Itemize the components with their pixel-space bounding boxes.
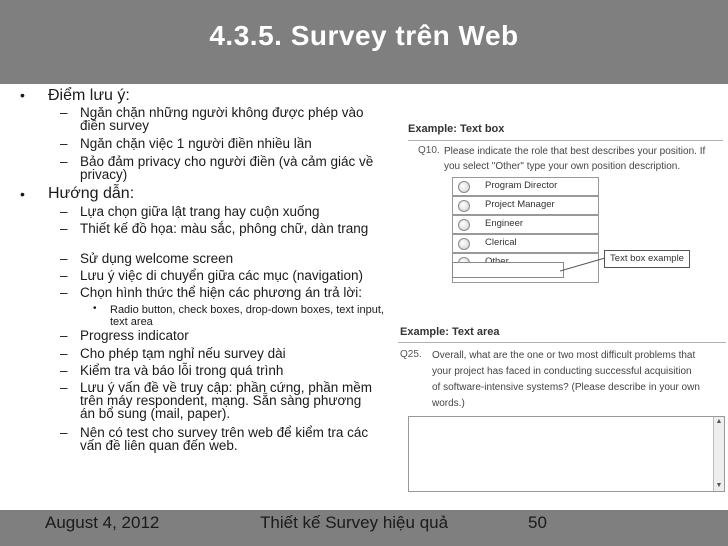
question-number: Q10. bbox=[418, 145, 440, 156]
sub-bullet: Radio button, check boxes, drop-down boxes, text input, text area bbox=[110, 304, 384, 328]
note-item: Bảo đảm privacy cho người điền (và cảm giác về privacy) bbox=[80, 154, 374, 182]
scroll-up-icon[interactable]: ▲ bbox=[715, 418, 723, 425]
dash: – bbox=[60, 251, 68, 266]
footer-title: Thiết kế Survey hiệu quả bbox=[260, 513, 449, 532]
question-text: Please indicate the role that best describes your position. If you select "Other" type your own position description. bbox=[444, 146, 706, 172]
dash: – bbox=[60, 285, 68, 300]
dash: – bbox=[60, 363, 68, 378]
guide-item: Chọn hình thức thể hiện các phương án trả lời: bbox=[80, 285, 362, 300]
dash: – bbox=[60, 328, 68, 343]
scrollbar[interactable] bbox=[713, 417, 724, 491]
bullet-dot: • bbox=[20, 186, 25, 202]
bullet-dot: • bbox=[20, 87, 25, 103]
option-row bbox=[452, 196, 599, 215]
guide-item: Sử dụng welcome screen bbox=[80, 251, 234, 266]
dash: – bbox=[60, 380, 68, 395]
textarea-example-heading: Example: Text area bbox=[400, 326, 500, 338]
question-text: Overall, what are the one or two most difficult problems that your project has faced in conducting successful acquisition of software-intensive systems? (Please describe in your own words.) bbox=[432, 350, 700, 409]
notes-heading: Điểm lưu ý: bbox=[48, 87, 130, 104]
guide-item: Lưu ý vấn đề về truy cập: phần cứng, phần mềm trên máy respondent, mạng. Sẵn sàng phương án bổ sung (mail, paper). bbox=[80, 380, 372, 421]
option-label: Engineer bbox=[485, 218, 524, 229]
slide-title: 4.3.5. Survey trên Web bbox=[209, 20, 519, 51]
guide-item: Kiểm tra và báo lỗi trong quá trình bbox=[80, 363, 284, 378]
note-item: Ngăn chặn việc 1 người điền nhiều lần bbox=[80, 136, 312, 151]
guide-item: Thiết kế đồ họa: màu sắc, phông chữ, dàn trang bbox=[80, 221, 369, 236]
guide-heading: Hướng dẫn: bbox=[48, 185, 135, 202]
footer-date: August 4, 2012 bbox=[45, 513, 160, 532]
dash: – bbox=[60, 221, 68, 236]
radio-button[interactable] bbox=[458, 181, 470, 193]
option-row bbox=[452, 215, 599, 234]
divider bbox=[398, 342, 726, 343]
dash: – bbox=[60, 268, 68, 283]
guide-item: Cho phép tạm nghỉ nếu survey dài bbox=[80, 346, 286, 361]
option-label: Clerical bbox=[485, 237, 517, 248]
radio-button[interactable] bbox=[458, 200, 470, 212]
textbox-example-heading: Example: Text box bbox=[408, 123, 505, 135]
guide-item: Progress indicator bbox=[80, 328, 189, 343]
scroll-down-icon[interactable]: ▼ bbox=[715, 482, 723, 489]
dash: – bbox=[60, 204, 68, 219]
dash: – bbox=[60, 346, 68, 361]
dash: – bbox=[60, 425, 68, 440]
guide-item: Lưu ý việc di chuyển giữa các mục (navigation) bbox=[80, 268, 363, 283]
guide-item: Nên có test cho survey trên web để kiểm tra các vấn đề liên quan đến web. bbox=[80, 425, 369, 453]
guide-item: Lựa chọn giữa lật trang hay cuộn xuống bbox=[80, 204, 320, 219]
radio-button[interactable] bbox=[458, 219, 470, 231]
callout-label: Text box example bbox=[604, 250, 690, 268]
question-number: Q25. bbox=[400, 349, 422, 360]
divider bbox=[408, 140, 723, 141]
dash: – bbox=[60, 136, 68, 151]
option-row bbox=[452, 234, 599, 253]
bullet-dot: • bbox=[93, 303, 97, 314]
answer-text-area[interactable] bbox=[408, 416, 725, 492]
page-number: 50 bbox=[528, 513, 547, 532]
dash: – bbox=[60, 154, 68, 169]
option-label: Project Manager bbox=[485, 199, 555, 210]
note-item: Ngăn chặn những người không được phép vào điền survey bbox=[80, 105, 364, 133]
option-row bbox=[452, 177, 599, 196]
option-label: Program Director bbox=[485, 180, 558, 191]
other-text-input[interactable] bbox=[452, 262, 564, 278]
radio-button[interactable] bbox=[458, 238, 470, 250]
callout-pointer bbox=[560, 255, 606, 275]
dash: – bbox=[60, 105, 68, 120]
